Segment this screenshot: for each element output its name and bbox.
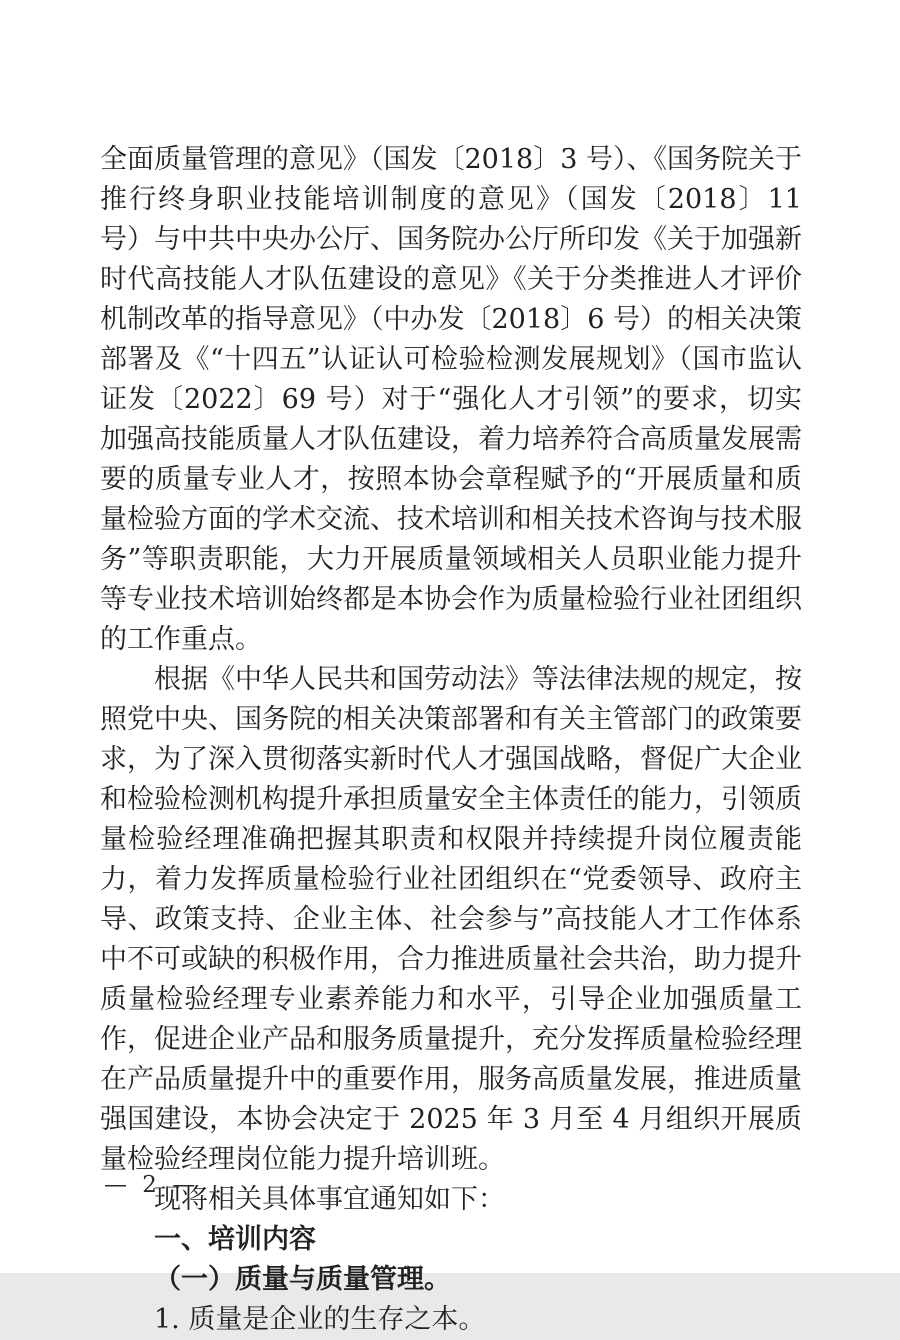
- numbered-item: 1. 质量是企业的生存之本。: [154, 1304, 486, 1335]
- document-body: [100, 140, 802, 1340]
- section-heading: 一、培训内容: [154, 1224, 316, 1255]
- body-paragraph: 现将相关具体事宜通知如下：: [154, 1184, 505, 1215]
- page-footer: [104, 1172, 199, 1198]
- page-number: — 2 —: [104, 1172, 200, 1198]
- subsection-heading: （一）质量与质量管理。: [154, 1264, 451, 1295]
- body-paragraph: 全面质量管理的意见》（国发〔2018〕3 号）、《国务院关于推行终身职业技能培训制度的意见》（国发〔2018〕11 号）与中共中央办公厅、国务院办公厅所印发《关于加强新时代高技能人才队伍建设的意见》《关于分类推进人才评价机制改革的指导意见》（中办发〔2018〕6 号）的相关决策部署及《“十四五”认证认可检验检测发展规划》（国市监认证发〔2022〕69 号）对于“强化人才引领”的要求，切实加强高技能质量人才队伍建设，着力培养符合高质量发展需要的质量专业人才，按照本协会章程赋予的“开展质量和质量检验方面的学术交流、技术培训和相关技术咨询与技术服务”等职责职能，大力开展质量领域相关人员职业能力提升等专业技术培训始终都是本协会作为质量检验行业社团组织的工作重点。: [100, 144, 802, 655]
- body-paragraph: 根据《中华人民共和国劳动法》等法律法规的规定，按照党中央、国务院的相关决策部署和有关主管部门的政策要求，为了深入贯彻落实新时代人才强国战略，督促广大企业和检验检测机构提升承担质量安全主体责任的能力，引领质量检验经理准确把握其职责和权限并持续提升岗位履责能力，着力发挥质量检验行业社团组织在“党委领导、政府主导、政策支持、企业主体、社会参与”高技能人才工作体系中不可或缺的积极作用，合力推进质量社会共治，助力提升质量检验经理专业素养能力和水平，引导企业加强质量工作，促进企业产品和服务质量提升，充分发挥质量检验经理在产品质量提升中的重要作用，服务高质量发展，推进质量强国建设，本协会决定于 2025 年 3 月至 4 月组织开展质量检验经理岗位能力提升培训班。: [100, 664, 802, 1175]
